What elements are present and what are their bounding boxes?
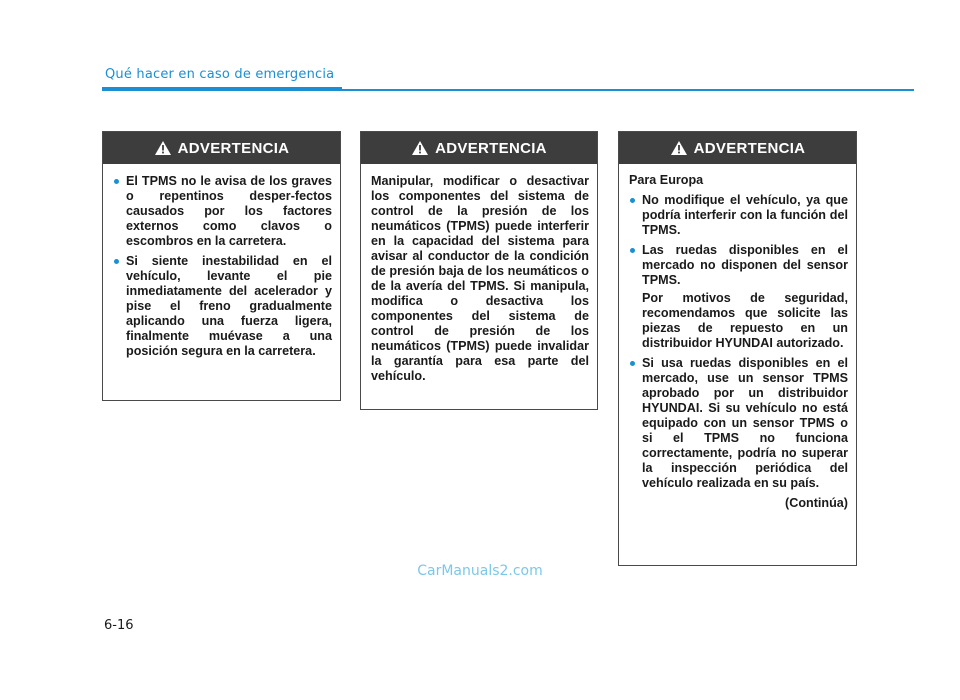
warning-box-2 xyxy=(360,131,598,410)
warning-intro: Para Europa xyxy=(629,173,704,187)
bullet-item: Si siente inestabilidad en el vehículo, levante el pie inmediatamente del acelerador y pise el freno gradualmente aplicando una fuerza ligera, finalmente muévase a una posición segura en la carretera. xyxy=(113,254,332,359)
warning-box-1 xyxy=(102,131,341,401)
warning-paragraph: Manipular, modificar o desactivar los componentes del sistema de control de la presión de los neumáticos (TPMS) puede interferir en la capacidad del sistema para avisar al conductor de la condición de presión baja de los neumáticos o de la avería del TPMS. Si manipula, modifica o desactiva los componentes del sistema de control de presión de los neumáticos (TPMS) puede invalidar la garantía para esa parte del vehículo. xyxy=(371,174,589,383)
section-rule-thin xyxy=(342,89,914,91)
warning-box-body xyxy=(619,164,856,521)
continued-note: (Continúa) xyxy=(785,496,848,510)
section-title: Qué hacer en caso de emergencia xyxy=(105,67,335,82)
bullet-item: El TPMS no le avisa de los graves o repentinos desper-fectos causados por los factores externos como clavos o escombros en la carretera. xyxy=(113,174,332,249)
warning-triangle-icon xyxy=(411,140,429,156)
warning-box-title: ADVERTENCIA xyxy=(435,139,547,157)
bullet-continuation: Por motivos de seguridad, recomendamos que solicite las piezas de repuesto en un distribuidor HYUNDAI autorizado. xyxy=(642,291,848,350)
warning-triangle-icon xyxy=(670,140,688,156)
bullet-item: No modifique el vehículo, ya que podría interferir con la función del TPMS. xyxy=(629,193,848,238)
warning-box-header xyxy=(619,132,856,164)
warning-box-header xyxy=(103,132,340,164)
watermark: CarManuals2.com xyxy=(417,563,543,579)
page-number: 6-16 xyxy=(104,618,134,633)
section-rule-thick xyxy=(102,87,342,91)
warning-box-body xyxy=(361,164,597,394)
warning-box-title: ADVERTENCIA xyxy=(177,139,290,157)
warning-triangle-icon xyxy=(154,140,172,156)
warning-box-header xyxy=(361,132,597,164)
bullet-item: Si usa ruedas disponibles en el mercado, use un sensor TPMS aprobado por un distribuidor HYUNDAI. Si su vehículo no está equipado con un sensor TPMS o si el TPMS no funciona correctamente, podría no superar la inspección periódica del vehículo realizada en su país. xyxy=(629,356,848,491)
bullet-item: Las ruedas disponibles en el mercado no disponen del sensor TPMS. xyxy=(629,243,848,288)
warning-box-body xyxy=(103,164,340,374)
warning-box-3 xyxy=(618,131,857,566)
warning-box-title: ADVERTENCIA xyxy=(693,139,806,157)
